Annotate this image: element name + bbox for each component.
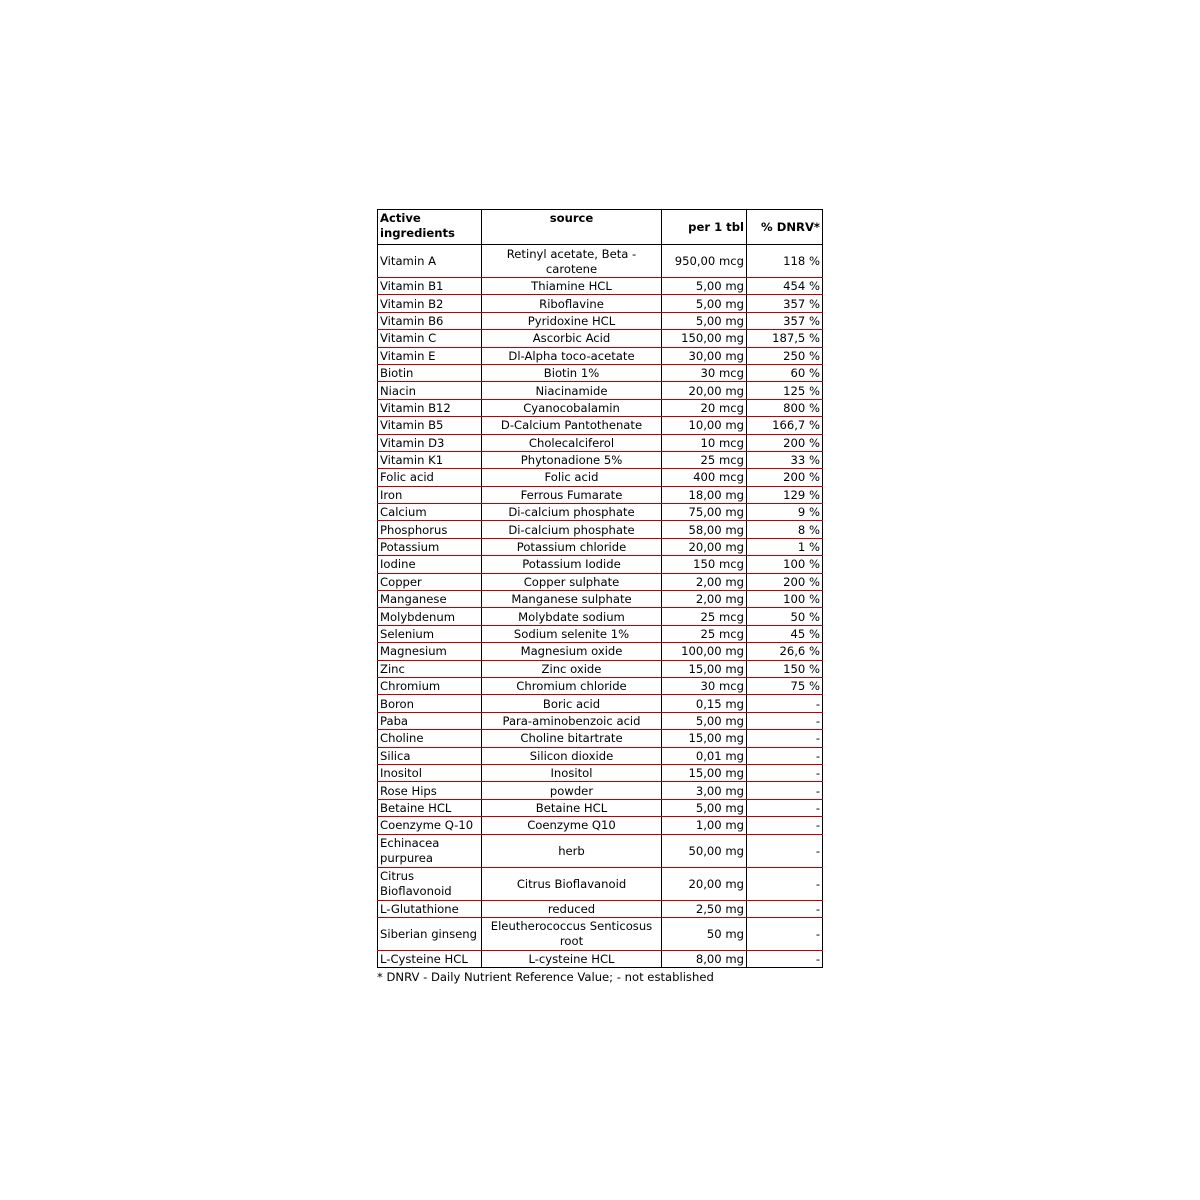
amount-cell: 950,00 mcg xyxy=(662,245,747,278)
source-cell: Di-calcium phosphate xyxy=(482,504,662,521)
ingredient-cell: Silica xyxy=(378,747,482,764)
dnrv-cell: 9 % xyxy=(747,504,823,521)
dnrv-cell: - xyxy=(747,917,823,950)
source-cell: Ferrous Fumarate xyxy=(482,486,662,503)
ingredient-cell: Magnesium xyxy=(378,643,482,660)
table-row xyxy=(378,643,823,660)
dnrv-cell: - xyxy=(747,817,823,834)
amount-cell: 5,00 mg xyxy=(662,799,747,816)
amount-cell: 400 mcg xyxy=(662,469,747,486)
table-row xyxy=(378,782,823,799)
amount-cell: 50,00 mg xyxy=(662,834,747,867)
table-body xyxy=(378,245,823,968)
source-cell: Magnesium oxide xyxy=(482,643,662,660)
ingredient-cell: Citrus Bioflavonoid xyxy=(378,867,482,900)
header-active-ingredients: Active ingredients xyxy=(378,210,482,245)
amount-cell: 58,00 mg xyxy=(662,521,747,538)
ingredient-cell: Vitamin B5 xyxy=(378,417,482,434)
ingredient-cell: Calcium xyxy=(378,504,482,521)
amount-cell: 18,00 mg xyxy=(662,486,747,503)
source-cell: Potassium Iodide xyxy=(482,556,662,573)
dnrv-cell: 129 % xyxy=(747,486,823,503)
ingredient-cell: Manganese xyxy=(378,591,482,608)
header-dnrv: % DNRV* xyxy=(747,210,823,245)
ingredient-cell: Niacin xyxy=(378,382,482,399)
table-row xyxy=(378,382,823,399)
ingredient-cell: Vitamin E xyxy=(378,347,482,364)
source-cell: Copper sulphate xyxy=(482,573,662,590)
source-cell: Di-calcium phosphate xyxy=(482,521,662,538)
dnrv-cell: 1 % xyxy=(747,538,823,555)
ingredient-cell: Vitamin A xyxy=(378,245,482,278)
amount-cell: 30 mcg xyxy=(662,677,747,694)
table-row xyxy=(378,834,823,867)
ingredient-cell: Vitamin C xyxy=(378,330,482,347)
ingredient-cell: Zinc xyxy=(378,660,482,677)
amount-cell: 20,00 mg xyxy=(662,867,747,900)
table-row xyxy=(378,712,823,729)
source-cell: Biotin 1% xyxy=(482,364,662,381)
amount-cell: 150 mcg xyxy=(662,556,747,573)
ingredient-cell: Folic acid xyxy=(378,469,482,486)
dnrv-cell: - xyxy=(747,695,823,712)
ingredient-cell: Vitamin B12 xyxy=(378,399,482,416)
amount-cell: 10 mcg xyxy=(662,434,747,451)
ingredient-cell: Paba xyxy=(378,712,482,729)
source-cell: Manganese sulphate xyxy=(482,591,662,608)
header-source: source xyxy=(482,210,662,245)
amount-cell: 30 mcg xyxy=(662,364,747,381)
amount-cell: 75,00 mg xyxy=(662,504,747,521)
amount-cell: 8,00 mg xyxy=(662,950,747,967)
source-cell: Boric acid xyxy=(482,695,662,712)
table-row xyxy=(378,573,823,590)
dnrv-cell: 118 % xyxy=(747,245,823,278)
dnrv-cell: 187,5 % xyxy=(747,330,823,347)
amount-cell: 50 mg xyxy=(662,917,747,950)
dnrv-cell: - xyxy=(747,950,823,967)
source-cell: Niacinamide xyxy=(482,382,662,399)
source-cell: Phytonadione 5% xyxy=(482,451,662,468)
dnrv-cell: 250 % xyxy=(747,347,823,364)
ingredient-cell: Choline xyxy=(378,730,482,747)
dnrv-cell: 50 % xyxy=(747,608,823,625)
amount-cell: 0,15 mg xyxy=(662,695,747,712)
source-cell: Cholecalciferol xyxy=(482,434,662,451)
dnrv-cell: 454 % xyxy=(747,278,823,295)
source-cell: Citrus Bioflavanoid xyxy=(482,867,662,900)
source-cell: Thiamine HCL xyxy=(482,278,662,295)
ingredient-cell: Molybdenum xyxy=(378,608,482,625)
ingredient-cell: Coenzyme Q-10 xyxy=(378,817,482,834)
table-row xyxy=(378,695,823,712)
table-row xyxy=(378,747,823,764)
source-cell: Cyanocobalamin xyxy=(482,399,662,416)
dnrv-cell: 45 % xyxy=(747,625,823,642)
ingredient-cell: Chromium xyxy=(378,677,482,694)
dnrv-cell: 200 % xyxy=(747,573,823,590)
amount-cell: 100,00 mg xyxy=(662,643,747,660)
dnrv-cell: - xyxy=(747,747,823,764)
table-row xyxy=(378,469,823,486)
table-row xyxy=(378,950,823,967)
table-row xyxy=(378,245,823,278)
ingredient-cell: Rose Hips xyxy=(378,782,482,799)
source-cell: Potassium chloride xyxy=(482,538,662,555)
ingredient-cell: Inositol xyxy=(378,764,482,781)
table-header xyxy=(378,210,823,245)
source-cell: Retinyl acetate, Beta - carotene xyxy=(482,245,662,278)
table-row xyxy=(378,399,823,416)
dnrv-cell: 33 % xyxy=(747,451,823,468)
source-cell: Riboflavine xyxy=(482,295,662,312)
source-cell: D-Calcium Pantothenate xyxy=(482,417,662,434)
table-row xyxy=(378,730,823,747)
ingredient-cell: Iron xyxy=(378,486,482,503)
ingredient-cell: Copper xyxy=(378,573,482,590)
table-row xyxy=(378,917,823,950)
dnrv-cell: 8 % xyxy=(747,521,823,538)
table-row xyxy=(378,625,823,642)
table-row xyxy=(378,799,823,816)
amount-cell: 15,00 mg xyxy=(662,660,747,677)
source-cell: L-cysteine HCL xyxy=(482,950,662,967)
dnrv-cell: - xyxy=(747,834,823,867)
dnrv-cell: - xyxy=(747,782,823,799)
table-row xyxy=(378,434,823,451)
table-row xyxy=(378,591,823,608)
dnrv-cell: - xyxy=(747,799,823,816)
dnrv-cell: - xyxy=(747,900,823,917)
nutrition-document xyxy=(377,209,822,984)
source-cell: Pyridoxine HCL xyxy=(482,312,662,329)
source-cell: Folic acid xyxy=(482,469,662,486)
table-row xyxy=(378,347,823,364)
table-row xyxy=(378,660,823,677)
amount-cell: 30,00 mg xyxy=(662,347,747,364)
amount-cell: 25 mcg xyxy=(662,451,747,468)
ingredient-cell: Selenium xyxy=(378,625,482,642)
source-cell: reduced xyxy=(482,900,662,917)
table-row xyxy=(378,278,823,295)
amount-cell: 2,00 mg xyxy=(662,573,747,590)
ingredient-cell: L-Cysteine HCL xyxy=(378,950,482,967)
amount-cell: 5,00 mg xyxy=(662,712,747,729)
source-cell: Para-aminobenzoic acid xyxy=(482,712,662,729)
ingredient-cell: Boron xyxy=(378,695,482,712)
amount-cell: 15,00 mg xyxy=(662,764,747,781)
table-row xyxy=(378,295,823,312)
table-row xyxy=(378,900,823,917)
source-cell: powder xyxy=(482,782,662,799)
amount-cell: 5,00 mg xyxy=(662,278,747,295)
dnrv-cell: 75 % xyxy=(747,677,823,694)
dnrv-cell: 125 % xyxy=(747,382,823,399)
dnrv-cell: 166,7 % xyxy=(747,417,823,434)
ingredient-cell: Vitamin K1 xyxy=(378,451,482,468)
ingredient-cell: Vitamin B2 xyxy=(378,295,482,312)
dnrv-cell: - xyxy=(747,867,823,900)
amount-cell: 5,00 mg xyxy=(662,312,747,329)
header-per-tablet: per 1 tbl xyxy=(662,210,747,245)
dnrv-cell: 357 % xyxy=(747,312,823,329)
ingredient-cell: Iodine xyxy=(378,556,482,573)
source-cell: Molybdate sodium xyxy=(482,608,662,625)
amount-cell: 15,00 mg xyxy=(662,730,747,747)
table-row xyxy=(378,817,823,834)
footnote: * DNRV - Daily Nutrient Reference Value; - not established xyxy=(377,970,714,985)
table-row xyxy=(378,417,823,434)
ingredient-cell: Betaine HCL xyxy=(378,799,482,816)
source-cell: herb xyxy=(482,834,662,867)
dnrv-cell: - xyxy=(747,730,823,747)
ingredient-cell: Vitamin D3 xyxy=(378,434,482,451)
amount-cell: 3,00 mg xyxy=(662,782,747,799)
ingredient-cell: Biotin xyxy=(378,364,482,381)
amount-cell: 0,01 mg xyxy=(662,747,747,764)
dnrv-cell: 200 % xyxy=(747,434,823,451)
source-cell: Silicon dioxide xyxy=(482,747,662,764)
amount-cell: 20 mcg xyxy=(662,399,747,416)
ingredient-cell: Vitamin B1 xyxy=(378,278,482,295)
ingredient-cell: Echinacea purpurea xyxy=(378,834,482,867)
table-row xyxy=(378,521,823,538)
dnrv-cell: 200 % xyxy=(747,469,823,486)
ingredient-cell: Siberian ginseng xyxy=(378,917,482,950)
table-row xyxy=(378,504,823,521)
amount-cell: 5,00 mg xyxy=(662,295,747,312)
ingredient-cell: L-Glutathione xyxy=(378,900,482,917)
source-cell: Betaine HCL xyxy=(482,799,662,816)
table-row xyxy=(378,556,823,573)
table-row xyxy=(378,867,823,900)
table-row xyxy=(378,764,823,781)
table-row xyxy=(378,364,823,381)
amount-cell: 20,00 mg xyxy=(662,538,747,555)
dnrv-cell: 100 % xyxy=(747,556,823,573)
source-cell: Eleutherococcus Senticosus root xyxy=(482,917,662,950)
dnrv-cell: 357 % xyxy=(747,295,823,312)
table-row xyxy=(378,451,823,468)
dnrv-cell: 60 % xyxy=(747,364,823,381)
amount-cell: 10,00 mg xyxy=(662,417,747,434)
table-row xyxy=(378,486,823,503)
table-row xyxy=(378,312,823,329)
amount-cell: 150,00 mg xyxy=(662,330,747,347)
amount-cell: 2,00 mg xyxy=(662,591,747,608)
source-cell: Coenzyme Q10 xyxy=(482,817,662,834)
source-cell: Inositol xyxy=(482,764,662,781)
table-row xyxy=(378,538,823,555)
source-cell: Choline bitartrate xyxy=(482,730,662,747)
ingredient-cell: Potassium xyxy=(378,538,482,555)
amount-cell: 2,50 mg xyxy=(662,900,747,917)
dnrv-cell: 800 % xyxy=(747,399,823,416)
source-cell: Sodium selenite 1% xyxy=(482,625,662,642)
table-row xyxy=(378,330,823,347)
source-cell: Dl-Alpha toco-acetate xyxy=(482,347,662,364)
amount-cell: 1,00 mg xyxy=(662,817,747,834)
amount-cell: 25 mcg xyxy=(662,608,747,625)
table-row xyxy=(378,677,823,694)
dnrv-cell: 150 % xyxy=(747,660,823,677)
dnrv-cell: - xyxy=(747,764,823,781)
header-row xyxy=(378,210,823,245)
amount-cell: 20,00 mg xyxy=(662,382,747,399)
source-cell: Zinc oxide xyxy=(482,660,662,677)
ingredients-table xyxy=(377,209,823,968)
dnrv-cell: 100 % xyxy=(747,591,823,608)
amount-cell: 25 mcg xyxy=(662,625,747,642)
source-cell: Chromium chloride xyxy=(482,677,662,694)
dnrv-cell: - xyxy=(747,712,823,729)
dnrv-cell: 26,6 % xyxy=(747,643,823,660)
table-row xyxy=(378,608,823,625)
ingredient-cell: Vitamin B6 xyxy=(378,312,482,329)
source-cell: Ascorbic Acid xyxy=(482,330,662,347)
ingredient-cell: Phosphorus xyxy=(378,521,482,538)
